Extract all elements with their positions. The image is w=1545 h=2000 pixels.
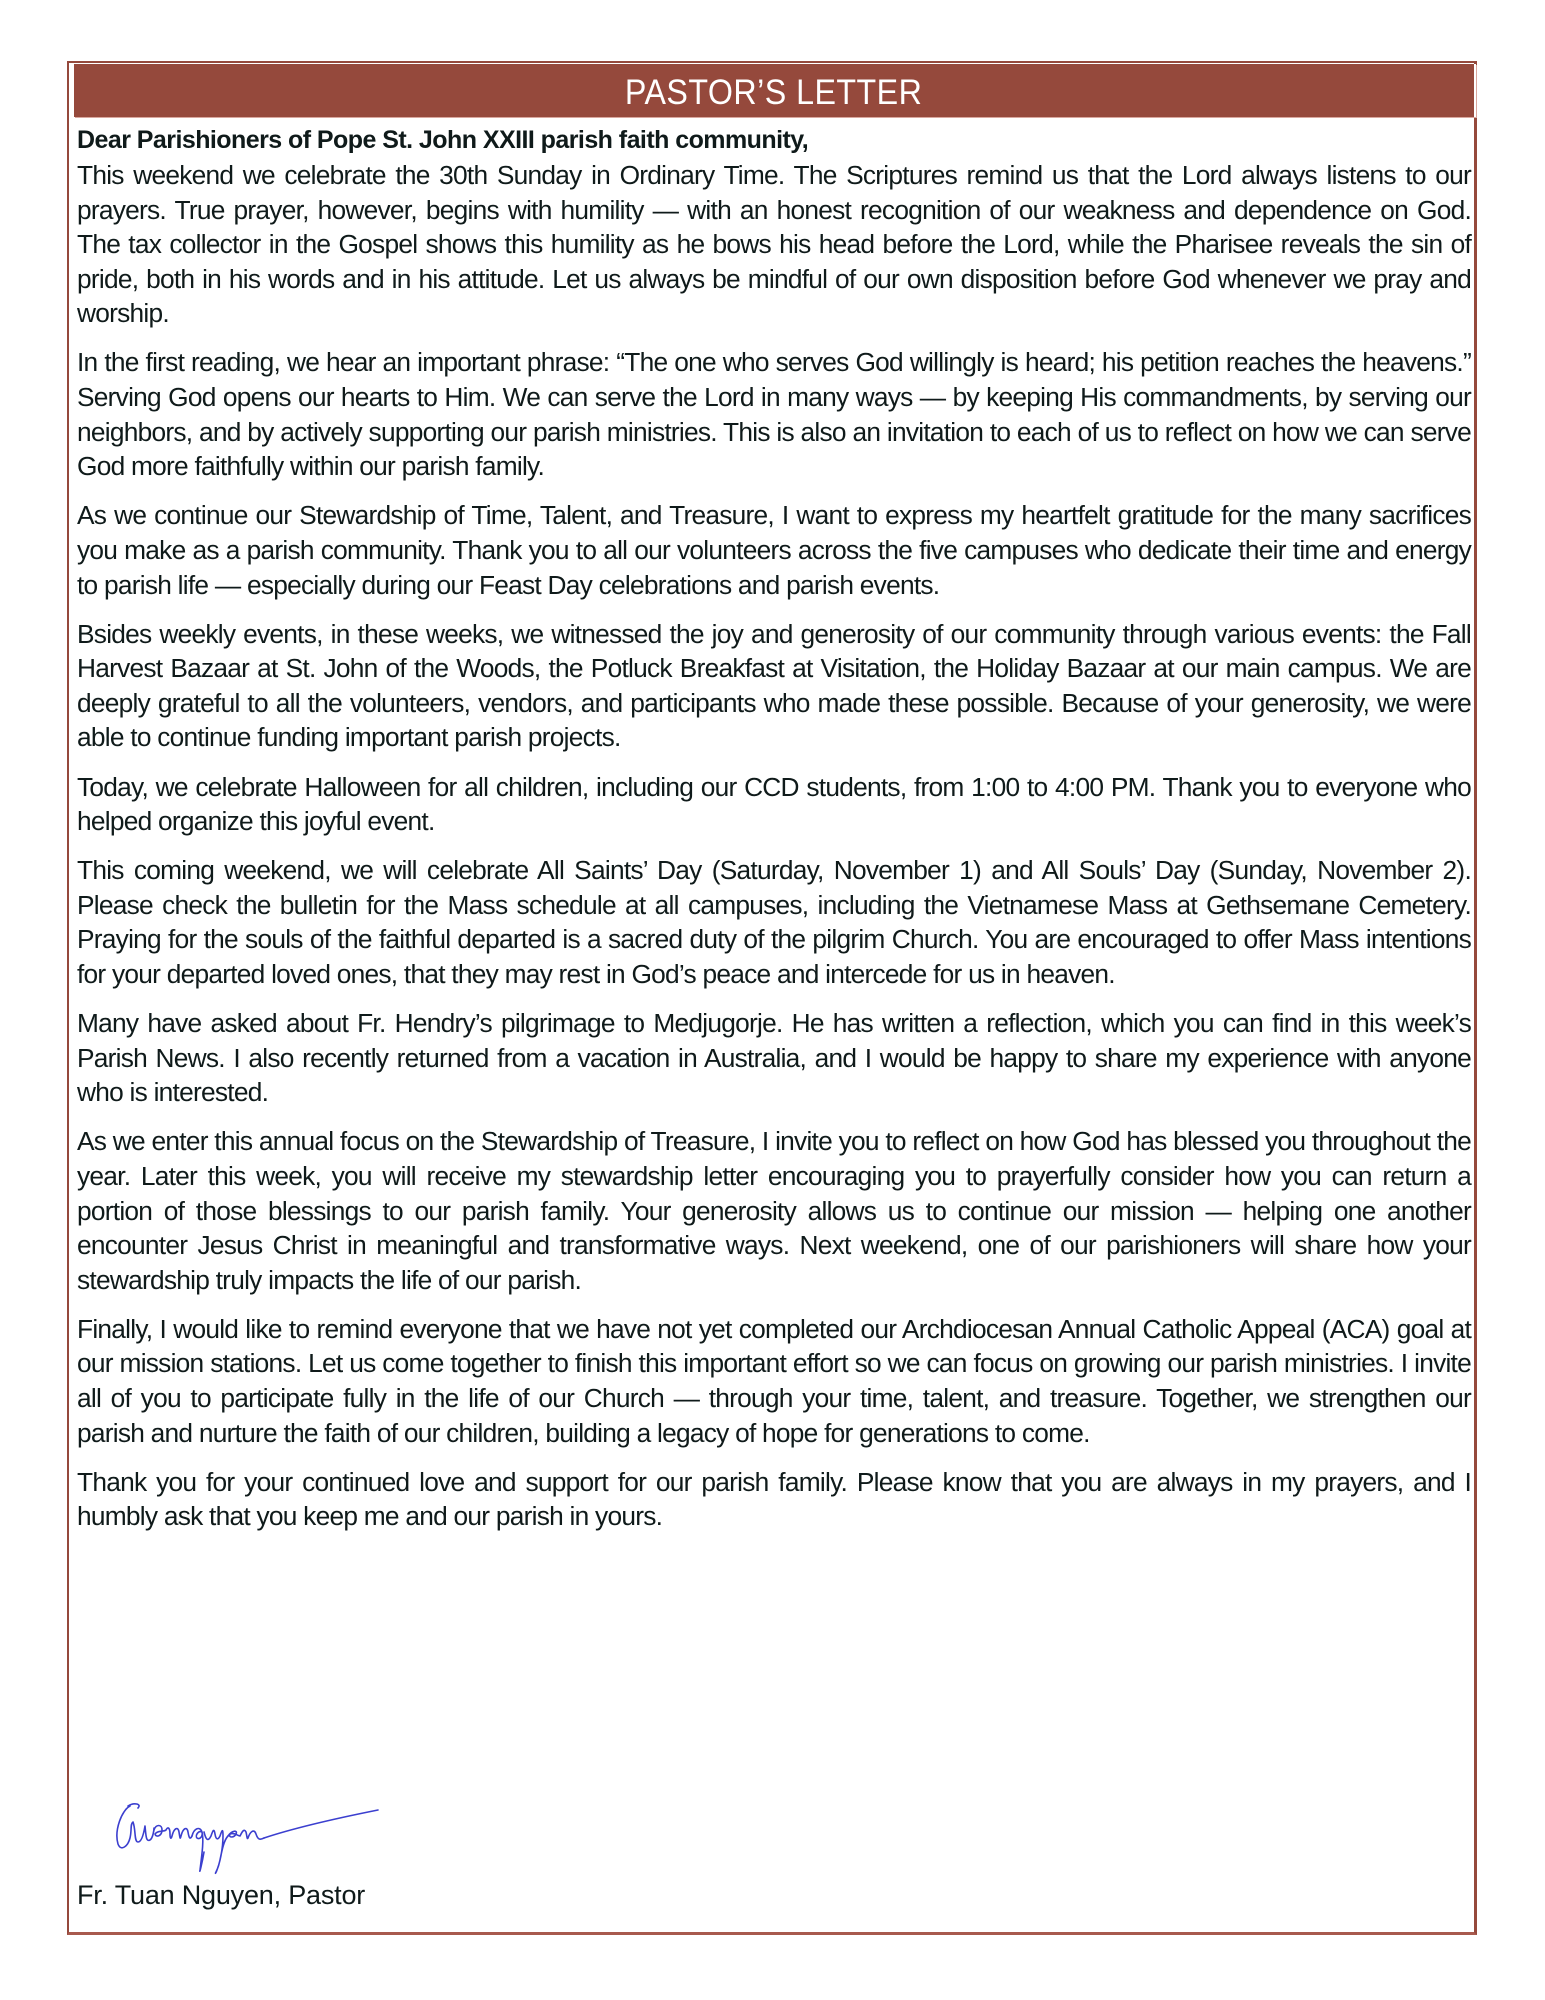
signer-name: Fr. Tuan Nguyen, Pastor (77, 1880, 366, 1910)
letter-paragraph: This coming weekend, we will celebrate All Saints’ Day (Saturday, November 1) and All Souls’ Day (Sunday, November 2). Please check the bulletin for the Mass schedule at all campuses, including the Vietnamese Mass at Gethsemane Cemetery. Praying for the souls of the faithful departed is a sacred duty of the pilgrim Church. You are encouraged to offer Mass intentions for your departed loved ones, that they may rest in God’s peace and intercede for us in heaven. (77, 855, 1471, 989)
signature-icon (108, 1780, 388, 1880)
letter-paragraph: Today, we celebrate Halloween for all children, including our CCD students, from 1:00 to 4:00 PM. Thank you to everyone who helped organize this joyful event. (77, 771, 1471, 837)
section-header (74, 64, 1476, 117)
letter-paragraph: This weekend we celebrate the 30th Sunday in Ordinary Time. The Scriptures remind us that the Lord always listens to our prayers. True prayer, however, begins with humility — with an honest recognition of our weakness and dependence on God. The tax collector in the Gospel shows this humility as he bows his head before the Lord, while the Pharisee reveals the sin of pride, both in his words and in his attitude. Let us always be mindful of our own disposition before God whenever we pray and worship. (77, 160, 1471, 329)
letter-body (77, 120, 1471, 1548)
letter-paragraph: Finally, I would like to remind everyone that we have not yet completed our Archdiocesan Annual Catholic Appeal (ACA) goal at our mission stations. Let us come together to finish this important effort so we can focus on growing our parish ministries. I invite all of you to participate fully in the life of our Church — through your time, talent, and treasure. Together, we strengthen our parish and nurture the faith of our children, building a legacy of hope for generations to come. (77, 1313, 1471, 1448)
letter-greeting: Dear Parishioners of Pope St. John XXIII parish faith community, (77, 126, 809, 154)
letter-paragraph: Thank you for your continued love and support for our parish family. Please know that you are always in my prayers, and I humbly ask that you keep me and our parish in yours. (77, 1466, 1471, 1532)
letter-paragraph: In the first reading, we hear an important phrase: “The one who serves God willingly is heard; his petition reaches the heavens.” Serving God opens our hearts to Him. We can serve the Lord in many ways — by keeping His commandments, by serving our neighbors, and by actively supporting our parish ministries. This is also an invitation to each of us to reflect on how we can serve God more faithfully within our parish family. (77, 347, 1471, 482)
letter-paragraph: Bsides weekly events, in these weeks, we witnessed the joy and generosity of our community through various events: the Fall Harvest Bazaar at St. John of the Woods, the Potluck Breakfast at Visitation, the Holiday Bazaar at our main campus. We are deeply grateful to all the volunteers, vendors, and participants who made these possible. Because of your generosity, we were able to continue funding important parish projects. (77, 618, 1471, 753)
letter-paragraph: As we continue our Stewardship of Time, Talent, and Treasure, I want to express my heartfelt gratitude for the many sacrifices you make as a parish community. Thank you to all our volunteers across the five campuses who dedicate their time and energy to parish life — especially during our Feast Day celebrations and parish events. (77, 500, 1471, 600)
section-title: PASTOR’S LETTER (625, 73, 923, 112)
letter-paragraph: As we enter this annual focus on the Stewardship of Treasure, I invite you to reflect on how God has blessed you throughout the year. Later this week, you will receive my stewardship letter encouraging you to prayerfully consider how you can return a portion of those blessings to our parish family. Your generosity allows us to continue our mission — helping one another encounter Jesus Christ in meaningful and transformative ways. Next weekend, one of our parishioners will share how your stewardship truly impacts the life of our parish. (77, 1126, 1471, 1295)
letter-paragraph: Many have asked about Fr. Hendry’s pilgrimage to Medjugorje. He has written a reflection, which you can find in this week’s Parish News. I also recently returned from a vacation in Australia, and I would be happy to share my experience with anyone who is interested. (77, 1008, 1471, 1108)
